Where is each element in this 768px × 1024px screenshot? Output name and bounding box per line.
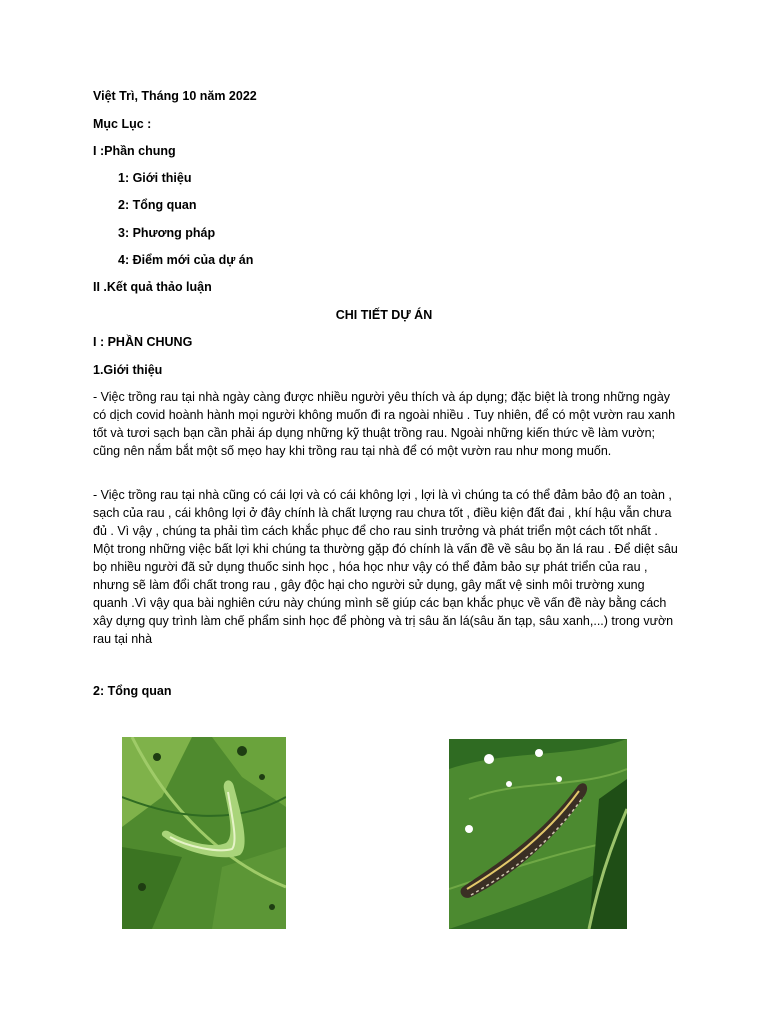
toc-item-2: 2: Tổng quan xyxy=(118,198,197,212)
toc-item-4: 4: Điểm mới của dự án xyxy=(118,253,254,267)
toc-title: Mục Lục : xyxy=(93,117,152,131)
subsection-heading-overview: 2: Tổng quan xyxy=(93,684,172,698)
toc-part-2: II .Kết quả thảo luận xyxy=(93,280,212,294)
toc-part-1: I :Phần chung xyxy=(93,144,176,158)
subsection-heading-intro: 1.Giới thiệu xyxy=(93,363,163,377)
toc-item-3: 3: Phương pháp xyxy=(118,226,216,240)
green-caterpillar-icon xyxy=(122,737,286,929)
section-heading-1: I : PHẦN CHUNG xyxy=(93,335,193,349)
place-date: Việt Trì, Tháng 10 năm 2022 xyxy=(93,89,257,103)
striped-caterpillar-icon xyxy=(449,739,627,929)
intro-paragraph-1: - Việc trồng rau tại nhà ngày càng được nhiều người yêu thích và áp dụng; đặc biệt là trong những ngày có dịch covid hoành hành mọi người không muốn đi ra ngoài nhiều . Tuy nhiên, để có một vườn rau xanh tốt và tươi sạch bạn cần phải áp dụng những kỹ thuật trồng rau. Ngoài những kiến thức về làm vườn; cũng nên nắm bắt một số mẹo hay khi trồng rau tại nhà để có một vườn rau như mong muốn. xyxy=(93,390,676,458)
striped-caterpillar-on-leaf-photo xyxy=(449,739,627,929)
document-title: CHI TIẾT DỰ ÁN xyxy=(335,308,433,322)
intro-paragraph-2: - Việc trồng rau tại nhà cũng có cái lợi và có cái không lợi , lợi là vì chúng ta có thể đảm bảo độ an toàn , sạch của rau , cái không lợi ở đây chính là chất lượng rau chưa tốt , điều kiện đất đai , khí hậu vẫn chưa đủ . Vì vậy , chúng ta phải tìm cách khắc phục để cho rau sinh trưởng và phát triển một cách tốt nhất . Một trong những việc bất lợi khi chúng ta thường gặp đó chính là vấn đề về sâu bọ ăn lá rau . Để diệt sâu bọ nhiều người đã sử dụng thuốc sinh học , hóa học như vậy có thể đảm bảo sự phát triển của rau , nhưng sẽ làm đổi chất trong rau , gây độc hại cho người sử dụng, gây mất vệ sinh môi trường xung quanh .Vì vậy qua bài nghiên cứu này chúng mình sẽ giúp các bạn khắc phục về vấn đề này bằng cách xây dựng quy trình làm chế phẩm sinh học để phòng và trị sâu ăn lá(sâu ăn tạp, sâu xanh,...) trong vườn rau tại nhà xyxy=(93,488,678,646)
green-caterpillar-on-leaf-photo xyxy=(122,737,286,929)
toc-item-1: 1: Giới thiệu xyxy=(118,171,192,185)
